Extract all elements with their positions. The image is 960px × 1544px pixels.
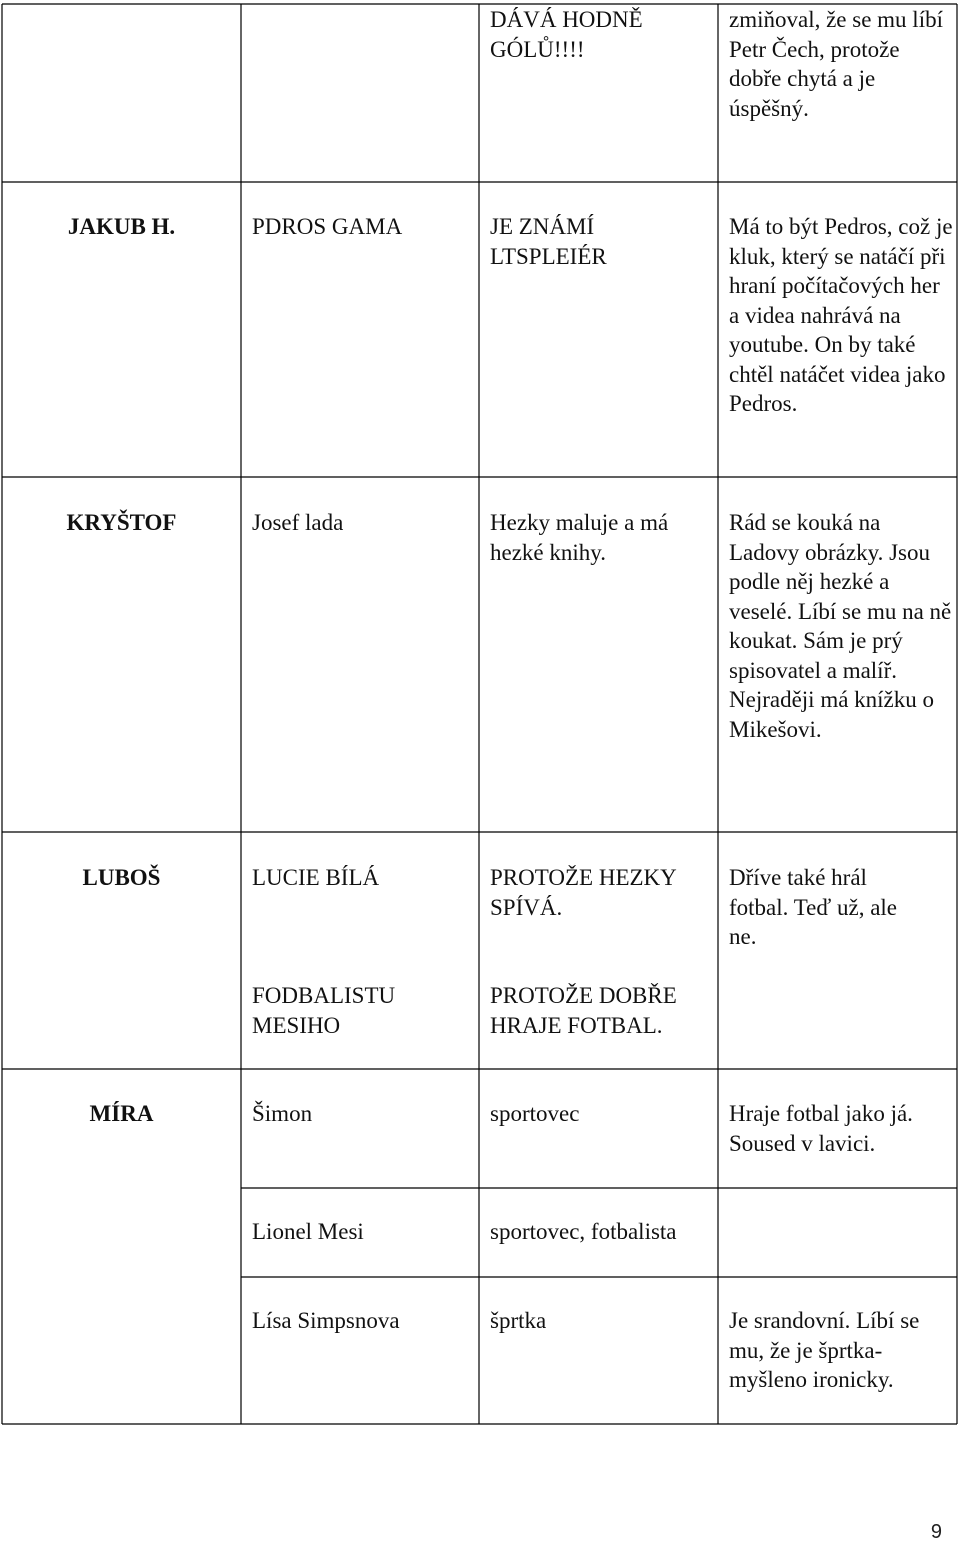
table-cell-reason: JE ZNÁMÍ LTSPLEIÉR [490,214,607,269]
table-cell-comment: Má to být Pedros, což je kluk, který se natáčí při hraní počítačových her a videa nahrává na youtube. On by také chtěl natáčet videa jako Pedros. [729,214,953,416]
table-cell-reason: sportovec, fotbalista [490,1219,677,1244]
table-cell-comment: Je srandovní. Líbí se mu, že je šprtka- myšleno ironicky. [729,1308,920,1392]
table-cell-comment: Dříve také hrál fotbal. Teď už, ale ne. [729,865,898,949]
page-number: 9 [930,1521,942,1543]
student-name: JAKUB H. [67,214,176,239]
table-cell-person: Josef lada [252,510,344,535]
table-cell-reason: šprtka [490,1308,547,1333]
table-cell-person: Šimon [252,1101,313,1126]
table-cell-person: FODBALISTU MESIHO [252,983,396,1038]
table-cell-person: LUCIE BÍLÁ [252,865,380,890]
table-cell-reason: PROTOŽE HEZKY SPÍVÁ. [490,865,676,920]
student-name: MÍRA [89,1101,154,1126]
table-cell-person: Lionel Mesi [252,1219,364,1244]
table-cell-reason: PROTOŽE DOBŘE HRAJE FOTBAL. [490,983,677,1038]
student-name: KRYŠTOF [66,510,177,535]
table-cell-comment: zmiňoval, že se mu líbí Petr Čech, protože dobře chytá a je úspěšný. [729,7,943,121]
table-cell-reason: sportovec [490,1101,580,1126]
table-cell-reason: DÁVÁ HODNĚ GÓLŮ!!!! [490,7,643,62]
student-name: LUBOŠ [82,865,161,890]
table-cell-comment: Rád se kouká na Ladovy obrázky. Jsou podle něj hezké a veselé. Líbí se mu na ně koukat. Sám je prý spisovatel a malíř. Nejraději má knížku o Mikešovi. [729,510,952,742]
table-cell-comment: Hraje fotbal jako já. Soused v lavici. [729,1101,913,1156]
table-cell-person: PDROS GAMA [252,214,403,239]
table-cell-reason: Hezky maluje a má hezké knihy. [490,510,669,565]
table-cell-person: Lísa Simpsnova [252,1308,400,1333]
